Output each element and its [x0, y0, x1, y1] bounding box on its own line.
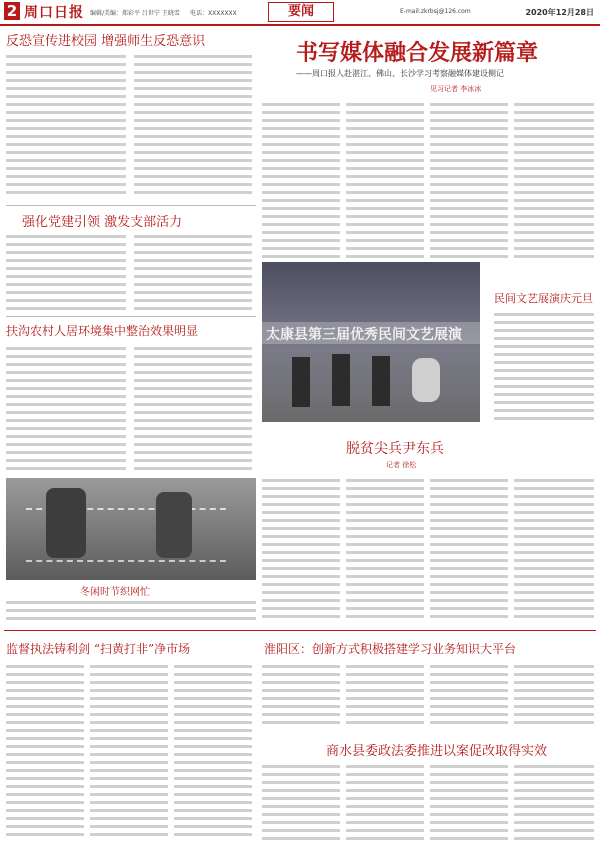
page-number: 2	[4, 2, 20, 20]
huaiyang-body-col4	[514, 660, 594, 730]
winter-caption-title: 冬闲时节织网忙	[80, 587, 150, 598]
article-title-fupin-env: 扶沟农村人居环境集中整治效果明显	[6, 324, 199, 338]
main-subheadline: ——周口报人赴湛江、佛山、长沙学习考察融媒体建设侧记	[296, 69, 504, 78]
article-title-fanxie: 反恐宣传进校园 增强师生反恐意识	[6, 34, 206, 49]
shangshui-body-col3	[430, 760, 508, 842]
fupin-body-col3	[430, 474, 508, 624]
supervise-body-col1	[6, 660, 84, 840]
article-body-dangjian	[6, 230, 126, 310]
section-label: 要闻	[268, 2, 334, 22]
paper-name: 周口日报	[24, 5, 84, 21]
main-body-col3	[430, 98, 508, 258]
article-title-huaiyang: 淮阳区：创新方式积极搭建学习业务知识大平台	[264, 642, 517, 656]
editor-meta: 编辑/美编：郑彩平 吕世宁 王晓雪	[90, 10, 180, 17]
huaiyang-body-col1	[262, 660, 340, 730]
huaiyang-body-col2	[346, 660, 424, 730]
main-headline: 书写媒体融合发展新篇章	[296, 40, 539, 66]
winter-photo	[6, 478, 256, 580]
article-body-folk	[494, 308, 594, 420]
supervise-body-col2	[90, 660, 168, 840]
phone-meta: 电话：XXXXXXX	[190, 10, 237, 17]
main-body-col2	[346, 98, 424, 258]
section-divider	[4, 630, 596, 631]
stage-photo	[262, 262, 480, 422]
huaiyang-body-col3	[430, 660, 508, 730]
main-body-col4	[514, 98, 594, 258]
divider	[6, 316, 256, 317]
article-title-fupin-soldier: 脱贫尖兵尹东兵	[346, 441, 444, 457]
article-body-fanxie	[6, 50, 126, 200]
article-body-dangjian-2	[134, 230, 252, 310]
article-title-dangjian: 强化党建引领 激发支部活力	[22, 215, 183, 230]
fupin-body-col1	[262, 474, 340, 624]
main-byline: 见习记者 李冰冰	[430, 85, 482, 93]
fupin-soldier-byline: 记者 徐松	[386, 461, 417, 469]
email-meta: E-mail:zkrbsj@126.com	[400, 8, 471, 15]
article-title-supervise: 监督执法铸利剑 “扫黄打非”净市场	[6, 642, 191, 656]
article-title-folk: 民间文艺展演庆元旦	[494, 292, 593, 305]
shangshui-body-col4	[514, 760, 594, 842]
article-body-fanxie-2	[134, 50, 252, 200]
shangshui-body-col1	[262, 760, 340, 842]
issue-date: 2020年12月28日	[525, 8, 594, 17]
article-title-shangshui: 商水县委政法委推进以案促改取得实效	[326, 744, 548, 759]
stage-banner-text: 太康县第三届优秀民间文艺展演	[266, 327, 462, 343]
article-body-fupin-env-2	[134, 342, 252, 472]
supervise-body-col3	[174, 660, 252, 840]
shangshui-body-col2	[346, 760, 424, 842]
fupin-body-col4	[514, 474, 594, 624]
main-body-col1	[262, 98, 340, 258]
article-body-fupin-env	[6, 342, 126, 472]
fupin-body-col2	[346, 474, 424, 624]
winter-caption-body	[6, 596, 256, 622]
divider	[6, 205, 256, 206]
